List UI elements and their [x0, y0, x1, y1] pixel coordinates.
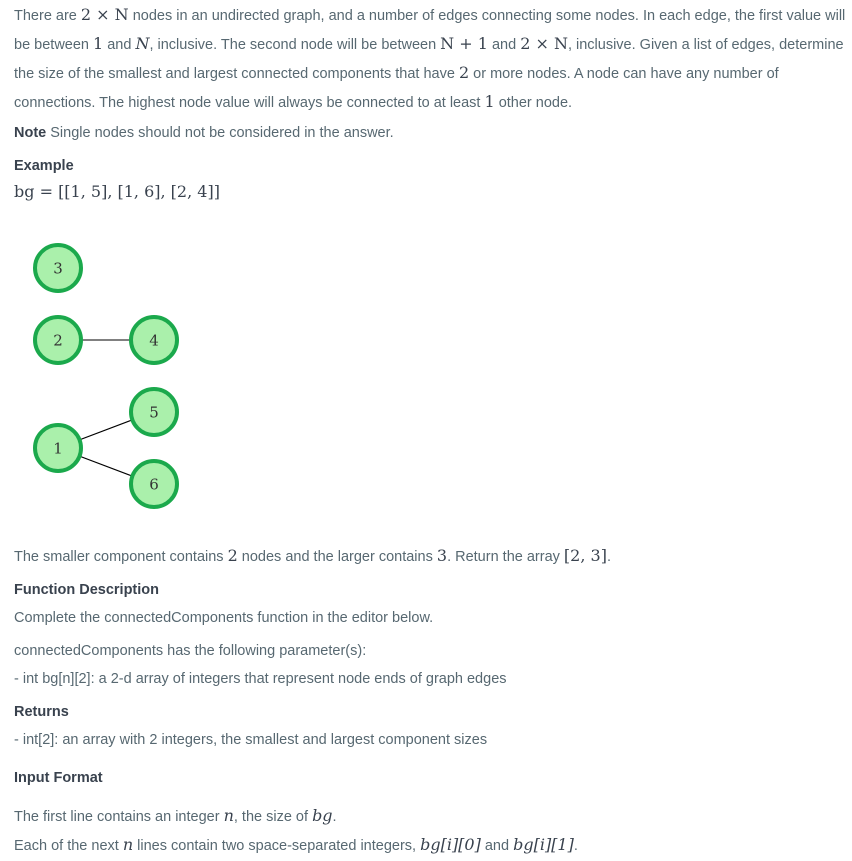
input-format-heading: Input Format	[14, 770, 103, 786]
input-format-text: Each of the next	[14, 838, 123, 854]
intro-paragraph	[14, 0, 846, 117]
example-graph	[14, 232, 214, 512]
math-result-array: [2, 3]	[563, 546, 607, 565]
input-format-line	[14, 835, 846, 856]
math-2xN: 2 × N	[80, 5, 129, 24]
input-format-text: lines contain two space-separated integers,	[133, 838, 421, 854]
graph-svg	[14, 232, 214, 512]
node-label: 2	[53, 331, 63, 350]
math-2xN: 2 × N	[520, 34, 568, 53]
result-text: nodes and the larger contains	[237, 549, 437, 565]
example-heading: Example	[14, 158, 74, 174]
problem-statement	[14, 0, 846, 856]
math-bg-i-1: bg[i][1]	[513, 835, 574, 854]
result-paragraph	[14, 546, 846, 567]
intro-text: other node.	[494, 95, 573, 111]
note-paragraph	[14, 123, 846, 143]
input-format-text: .	[332, 809, 337, 825]
math-2: 2	[227, 546, 238, 565]
input-format-text: .	[573, 838, 578, 854]
math-2: 2	[458, 63, 470, 82]
function-description-line: Complete the connectedComponents function in the editor below.	[14, 610, 434, 626]
input-format-text: The first line contains an integer	[14, 809, 224, 825]
math-n: n	[223, 806, 234, 825]
result-text: The smaller component contains	[14, 549, 228, 565]
node-label: 5	[149, 403, 159, 422]
math-1: 1	[93, 34, 104, 53]
note-label: Note	[14, 125, 47, 141]
node-6	[131, 461, 177, 507]
intro-text: or more nodes. A node can have any number of connections. The highest node value will always be connected to at least	[14, 66, 779, 111]
node-5	[131, 389, 177, 435]
math-1: 1	[484, 92, 495, 111]
node-1	[35, 425, 81, 471]
node-label: 3	[53, 259, 63, 278]
intro-text: and	[103, 37, 136, 53]
note-text: Single nodes should not be considered in the answer.	[46, 125, 394, 141]
math-bg-i-0: bg[i][0]	[420, 835, 481, 854]
node-4	[131, 317, 177, 363]
result-text: . Return the array	[447, 549, 564, 565]
function-description-heading: Function Description	[14, 582, 159, 598]
intro-text: , inclusive. The second node will be between	[149, 37, 441, 53]
result-text: .	[606, 549, 611, 565]
node-label: 6	[149, 475, 159, 494]
function-parameters-line: connectedComponents has the following parameter(s):	[14, 643, 367, 659]
math-3: 3	[436, 546, 448, 565]
example-bg-expression: bg = [[1, 5], [1, 6], [2, 4]]	[14, 182, 220, 201]
math-n: n	[122, 835, 134, 854]
node-2	[35, 317, 81, 363]
input-format-line	[14, 806, 846, 827]
node-label: 4	[149, 331, 159, 350]
math-N: N	[135, 34, 150, 53]
node-3	[35, 245, 81, 291]
math-bg: bg	[312, 806, 333, 825]
intro-text: nodes in an undirected graph, and a number of edges connecting some nodes. In each edge, the first value will be between	[14, 8, 846, 53]
input-format-text: , the size of	[233, 809, 313, 825]
function-parameter-item: - int bg[n][2]: a 2-d array of integers that represent node ends of graph edges	[14, 671, 507, 687]
math-N-plus-1: N + 1	[440, 34, 488, 53]
input-format-text: and	[480, 838, 514, 854]
intro-text: , inclusive. Given a list of edges, determine the size of the smallest and largest connected components that have	[14, 37, 844, 82]
returns-line: - int[2]: an array with 2 integers, the smallest and largest component sizes	[14, 732, 488, 748]
node-label: 1	[53, 439, 63, 458]
returns-heading: Returns	[14, 704, 69, 720]
intro-text: and	[487, 37, 521, 53]
intro-text: There are	[14, 8, 81, 24]
